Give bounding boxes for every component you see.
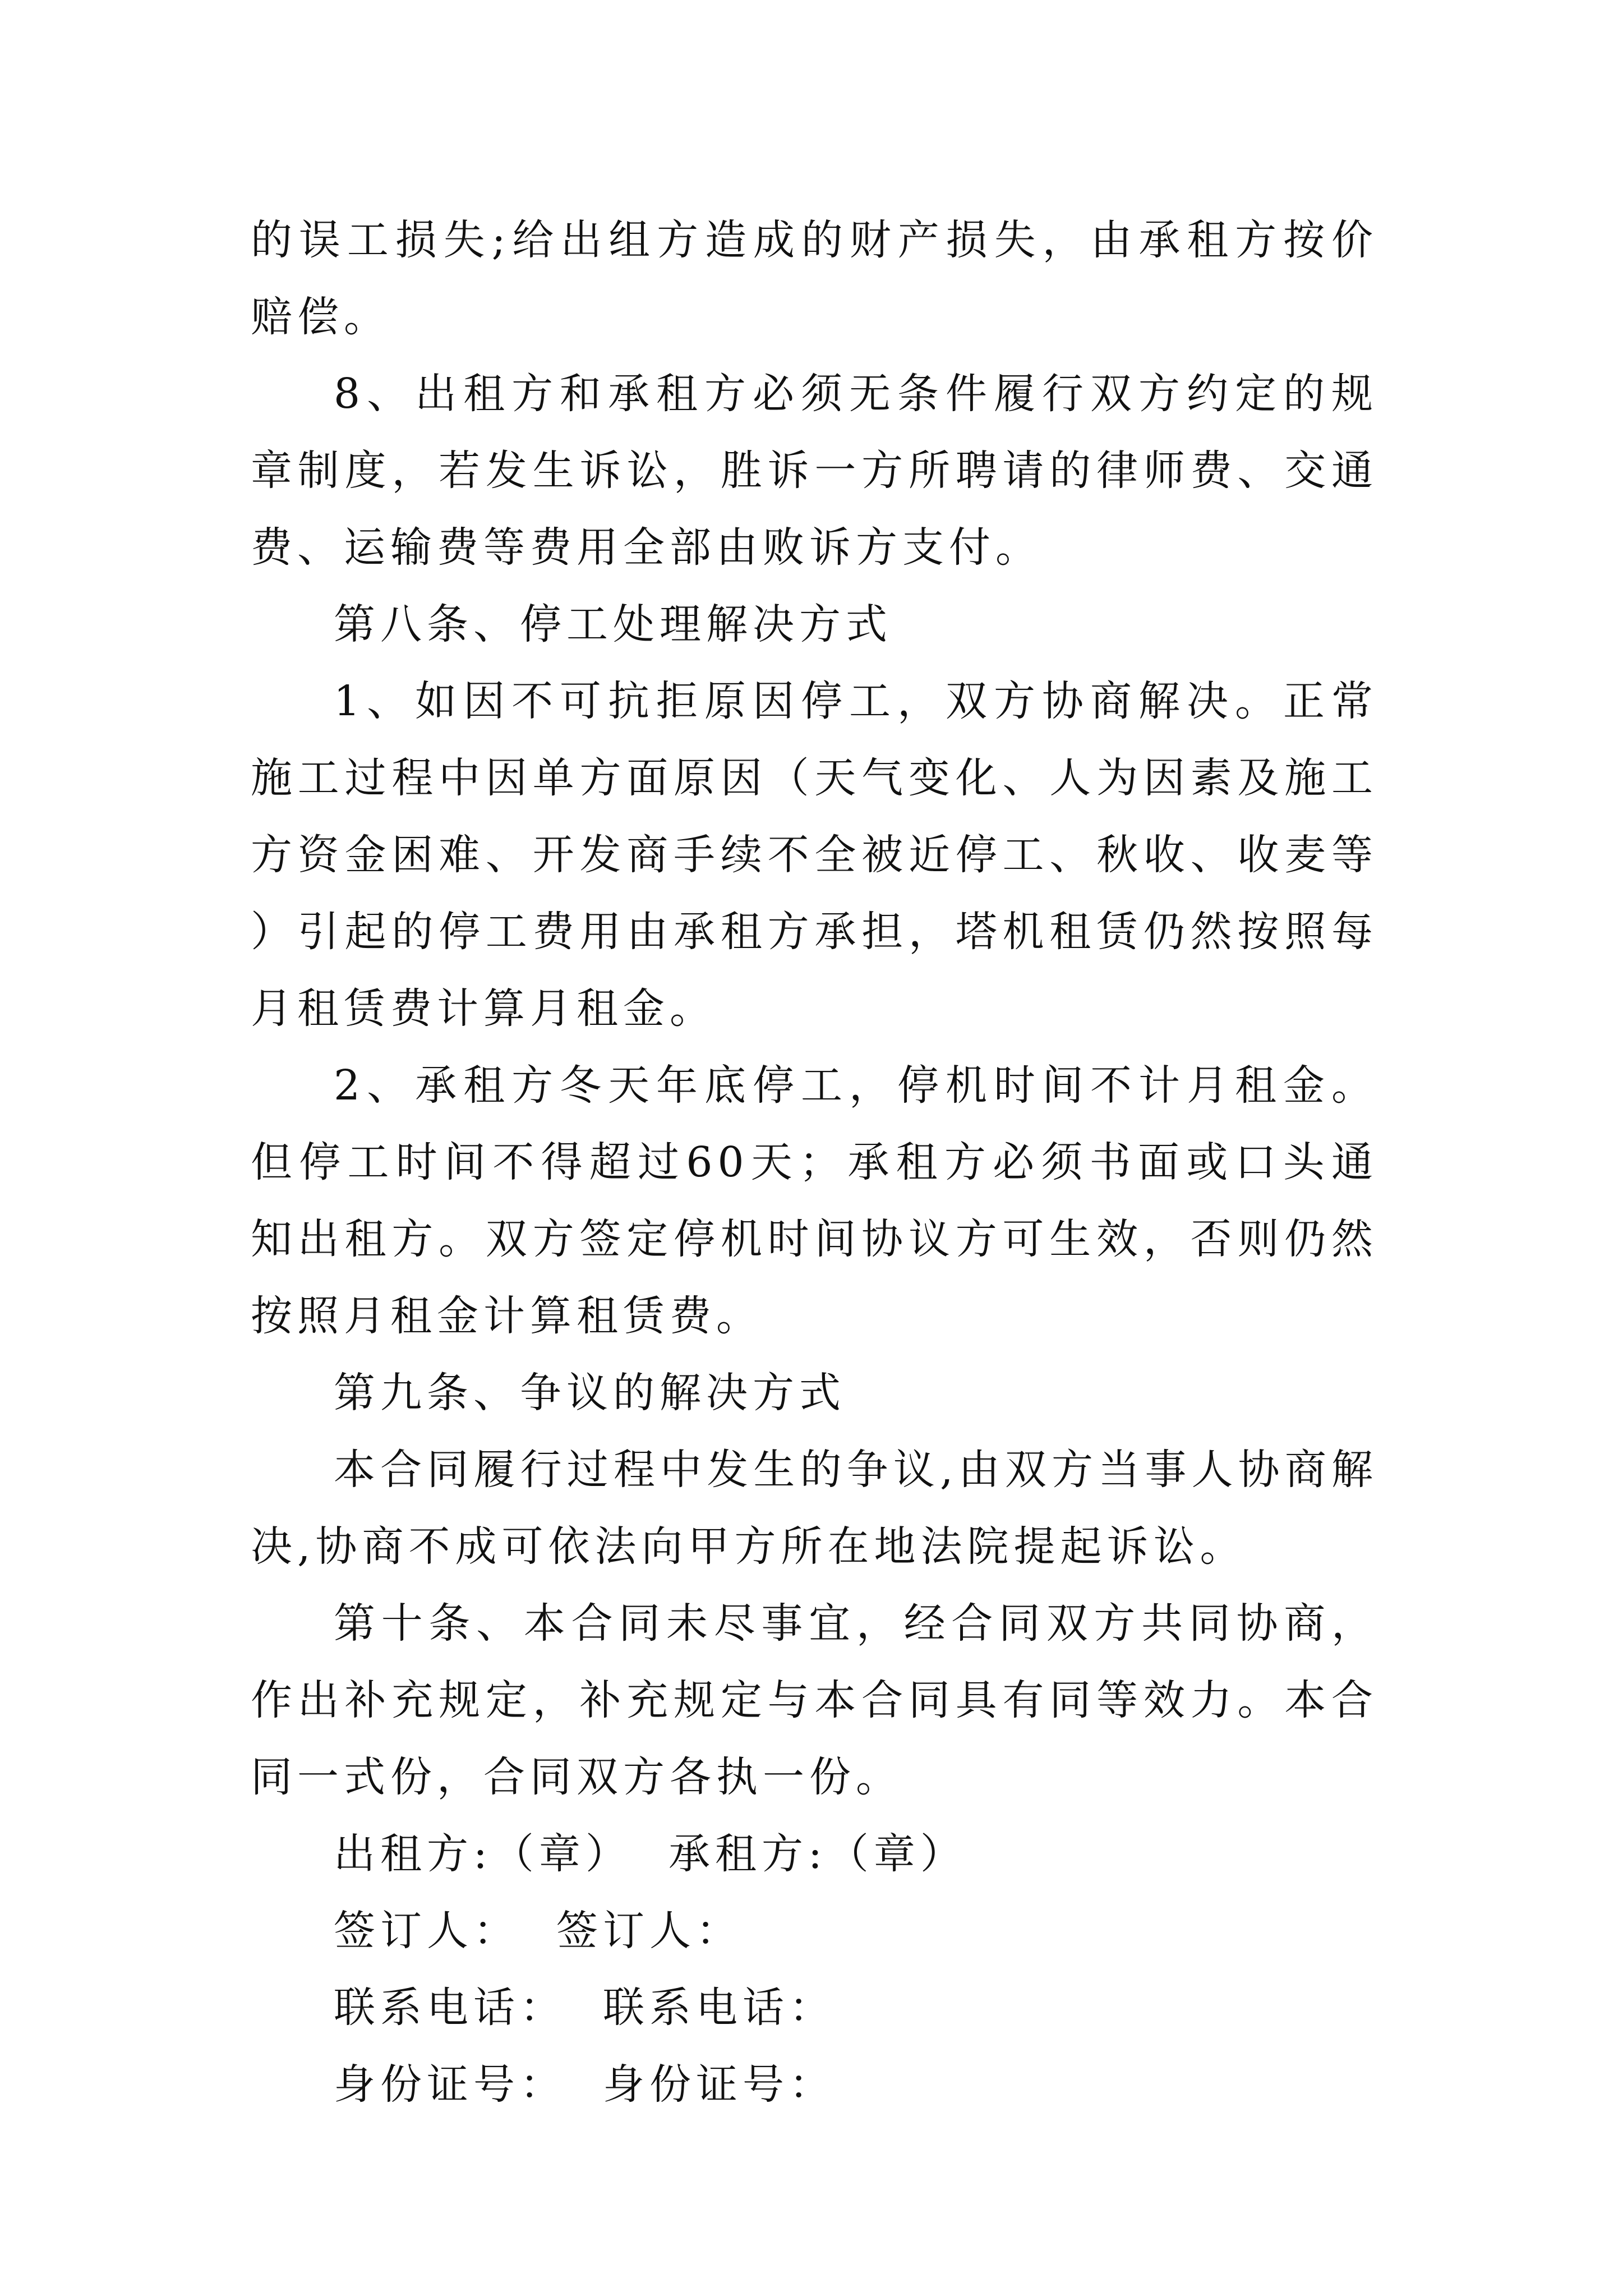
paragraph-continuation: 的误工损失;给出组方造成的财产损失，由承租方按价赔偿。 <box>251 216 1378 341</box>
section-heading-article-9: 第九条、争议的解决方式 <box>334 1369 846 1417</box>
section-heading-article-8: 第八条、停工处理解决方式 <box>334 600 892 648</box>
paragraph-article-9-body: 本合同履行过程中发生的争议,由双方当事人协商解决,协商不成可依法向甲方所在地法院提起诉讼。 <box>251 1446 1378 1571</box>
signature-stamp-line: 出租方:（章） 承租方:（章） <box>334 1830 967 1878</box>
paragraph-article-8-item-1: 1、如因不可抗拒原因停工，双方协商解决。正常施工过程中因单方面原因（天气变化、人为因素及施工方资金困难、开发商手续不全被近停工、秋收、收麦等）引起的停工费用由承租方承担，塔机租赁仍然按照每月租赁费计算月租金。 <box>251 677 1378 1033</box>
paragraph-clause-8: 8、出租方和承租方必须无条件履行双方约定的规章制度，若发生诉讼，胜诉一方所聘请的律师费、交通费、运输费等费用全部由败诉方支付。 <box>251 370 1378 572</box>
document-body <box>251 202 1378 2123</box>
signature-signer-line: 签订人： 签订人： <box>334 1907 743 1955</box>
signature-phone-line: 联系电话： 联系电话： <box>334 1984 836 2032</box>
paragraph-article-8-item-2: 2、承租方冬天年底停工，停机时间不计月租金。但停工时间不得超过60天；承租方必须书面或口头通知出租方。双方签定停机时间协议方可生效，否则仍然按照月租金计算租赁费。 <box>251 1061 1378 1340</box>
paragraph-article-10: 第十条、本合同未尽事宜，经合同双方共同协商，作出补充规定，补充规定与本合同具有同等效力。本合同一式份，合同双方各执一份。 <box>251 1599 1378 1801</box>
signature-id-line: 身份证号： 身份证号： <box>334 2060 836 2109</box>
